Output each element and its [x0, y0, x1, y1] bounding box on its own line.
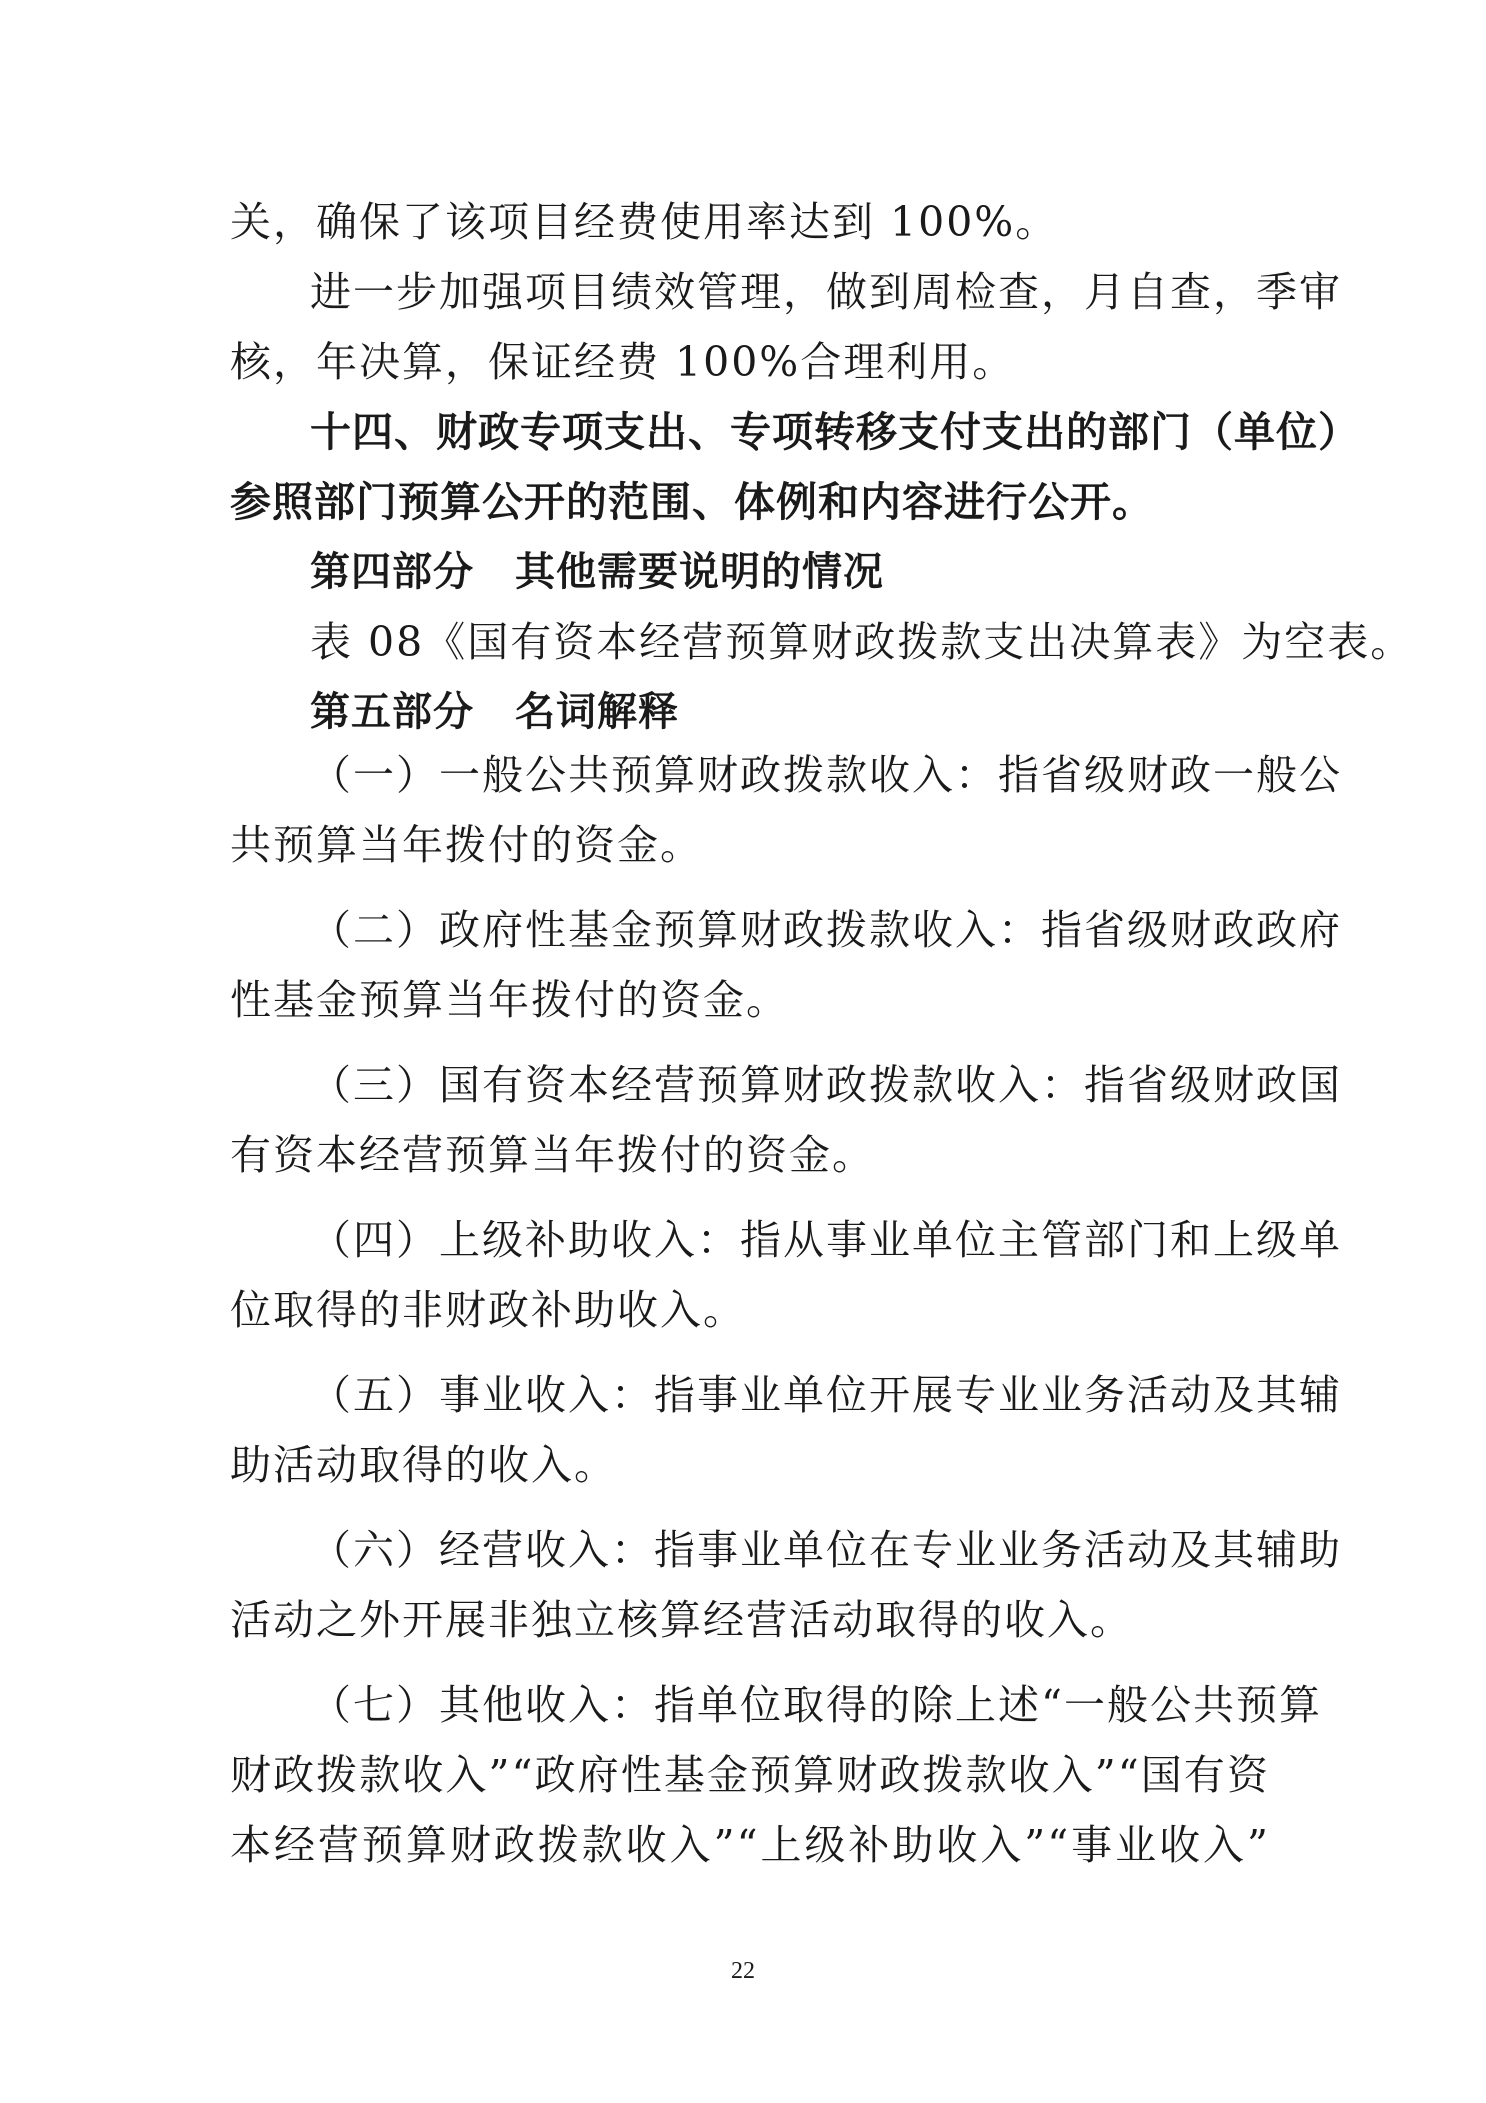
definition-item-1-cont: 共预算当年拨付的资金。 — [230, 821, 703, 869]
text-line-continuation: 关，确保了该项目经费使用率达到 100%。 — [230, 198, 1059, 246]
definition-item-7: （七）其他收入：指单位取得的除上述“一般公共预算 — [310, 1681, 1322, 1729]
section-heading-fourteen: 十四、财政专项支出、专项转移支付支出的部门（单位） — [310, 408, 1360, 456]
definition-item-7-cont-2: 本经营预算财政拨款收入”“上级补助收入”“事业收入” — [230, 1821, 1270, 1869]
definition-item-6: （六）经营收入：指事业单位在专业业务活动及其辅助 — [310, 1526, 1342, 1574]
definition-item-2: （二）政府性基金预算财政拨款收入：指省级财政政府 — [310, 906, 1342, 954]
definition-item-1: （一）一般公共预算财政拨款收入：指省级财政一般公 — [310, 751, 1342, 799]
empty-table-note: 表 08《国有资本经营预算财政拨款支出决算表》为空表。 — [310, 618, 1414, 666]
definition-item-2-cont: 性基金预算当年拨付的资金。 — [230, 976, 789, 1024]
page-number: 22 — [731, 1958, 755, 1984]
text-line: 核，年决算，保证经费 100%合理利用。 — [230, 338, 1016, 386]
section-heading-fourteen-cont: 参照部门预算公开的范围、体例和内容进行公开。 — [230, 478, 1154, 526]
definition-item-3: （三）国有资本经营预算财政拨款收入：指省级财政国 — [310, 1061, 1342, 1109]
definition-item-4: （四）上级补助收入：指从事业单位主管部门和上级单 — [310, 1216, 1342, 1264]
definition-item-7-cont-1: 财政拨款收入”“政府性基金预算财政拨款收入”“国有资 — [230, 1751, 1270, 1799]
part-four-heading: 第四部分 其他需要说明的情况 — [310, 549, 884, 595]
definition-item-3-cont: 有资本经营预算当年拨付的资金。 — [230, 1131, 875, 1179]
paragraph-performance-management: 进一步加强项目绩效管理，做到周检查，月自查，季审 — [310, 268, 1342, 316]
part-five-heading: 第五部分 名词解释 — [310, 689, 679, 735]
definition-item-4-cont: 位取得的非财政补助收入。 — [230, 1286, 746, 1334]
definition-item-5: （五）事业收入：指事业单位开展专业业务活动及其辅 — [310, 1371, 1342, 1419]
definition-item-6-cont: 活动之外开展非独立核算经营活动取得的收入。 — [230, 1596, 1133, 1644]
definition-item-5-cont: 助活动取得的收入。 — [230, 1441, 617, 1489]
